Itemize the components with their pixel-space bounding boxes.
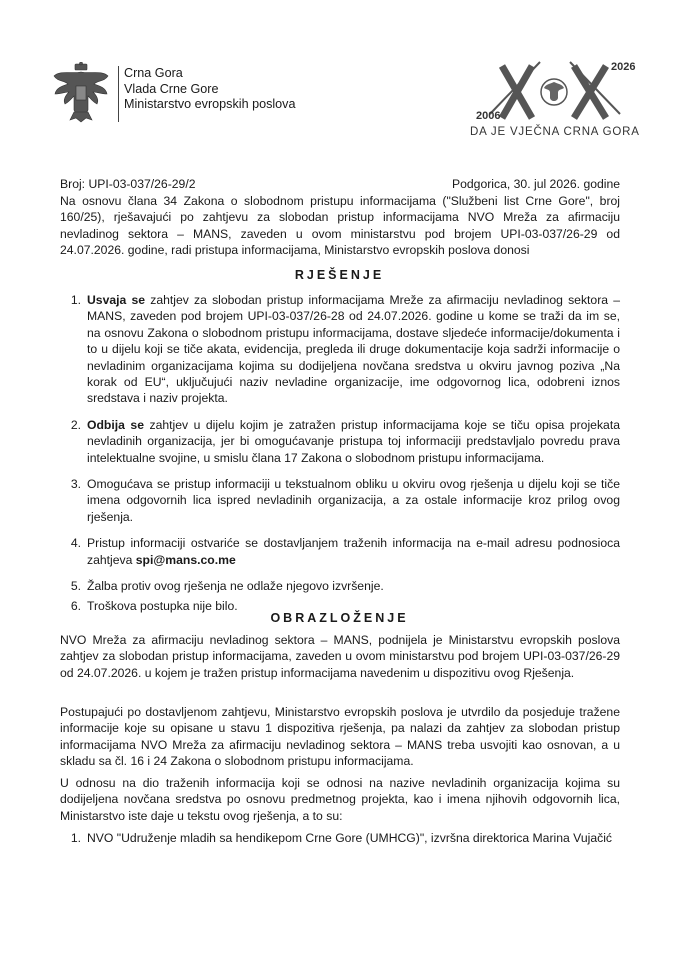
header-divider <box>118 66 119 122</box>
gov-line-ministry: Ministarstvo evropskih poslova <box>124 97 296 112</box>
decision-item: 2. Odbija se zahtjev u dijelu kojim je zatražen pristup informacijama koje se tiču opisa projekata nevladinih organizacija, jer bi omogućavanje pristupa toj informaciji predstavljalo povredu prava intelektualne svojine, u smislu člana 17 Zakona o slobodnom pristupu informacijama. <box>70 417 620 465</box>
gov-line-country: Crna Gora <box>124 66 183 80</box>
jubilee-year-left: 2006 <box>476 110 501 122</box>
intro-paragraph: Na osnovu člana 34 Zakona o slobodnom pristupu informacijama ("Službeni list Crne Gore", broj 160/25), rješavajući po zahtjevu za slobodan pristup informacijama NVO Mreža za afirmaciju nevladinog sektora – MANS, zaveden u ovom ministarstvu pod brojem UPI-03-037/26-29 od 24.07.2026. godine, radi pristupa informacijama, Ministarstvo evropskih poslova donosi <box>60 194 620 258</box>
reasoning-paragraph: NVO Mreža za afirmaciju nevladinog sektora – MANS, podnijela je Ministarstvu evropskih poslova zahtjev za slobodan pristup informacijama, zaveden u ovom ministarstvu pod brojem UPI-03-037/26-29 od 24.07.2026. u kojem je tražen pristup informacijama navedenim u dispozitivu ovog Rješenja. <box>60 633 620 680</box>
organization-item: 1. NVO "Udruženje mladih sa hendikepom Crne Gore (UMHCG)", izvršna direktorica Marina Vujačić <box>70 831 612 845</box>
organization-list <box>60 830 620 846</box>
decision-item: 6. Troškova postupka nije bilo. <box>70 598 238 613</box>
email-address: spi@mans.co.me <box>135 552 236 567</box>
document-date: Podgorica, 30. jul 2026. godine <box>452 177 621 191</box>
government-block <box>124 66 296 113</box>
reasoning-paragraph: U odnosu na dio traženih informacija koji se odnosi na nazive nevladinih organizacija kojima su dodijeljena novčana sredstva po osnovu predmetnog projekta, kao i imena njihovih odgovornih lica, Ministarstvo iste daje u tekstu ovog rješenja, a to su: <box>60 776 620 823</box>
coat-of-arms-icon <box>50 62 112 124</box>
decision-item: 4. Pristup informaciji ostvariće se dostavljanjem traženih informacija na e-mail adresu podnosioca zahtjeva spi@mans.co.me <box>70 536 620 567</box>
jubilee-motto: DA JE VJEČNA CRNA GORA <box>470 126 640 138</box>
decision-item: 3. Omogućava se pristup informaciji u tekstualnom obliku u okviru ovog rješenja u dijelu koji se tiče imena odgovornih lica ispred nevladinih organizacija, a za ostale informacije kroz prilog ovog rješenja. <box>70 477 620 524</box>
decision-item-lead: Usvaja se <box>87 293 146 307</box>
reasoning-heading: OBRAZLOŽENJE <box>270 611 409 625</box>
jubilee-year-right: 2026 <box>611 61 636 73</box>
gov-line-government: Vlada Crne Gore <box>124 81 219 96</box>
decision-item-lead: Odbija se <box>87 417 144 432</box>
reasoning-paragraph: Postupajući po dostavljenom zahtjevu, Ministarstvo evropskih poslova je utvrdilo da posjeduje tražene informacije koje su opisane u stavu 1 dispozitiva rješenja, pa nalazi da zahtjev za slobodan pristup informacijama NVO Mreža za afirmaciju nevladinog sektora – MANS treba usvojiti kao osnovan, a u skladu sa čl. 16 i 24 Zakona o slobodnom pristupu informacijama. <box>60 705 620 769</box>
decision-item: 5. Žalba protiv ovog rješenja ne odlaže njegovo izvršenje. <box>70 579 384 594</box>
document-reference: Broj: UPI-03-037/26-29/2 <box>60 177 196 191</box>
decision-item: 1. Usvaja se zahtjev za slobodan pristup informacijama Mreže za afirmaciju nevladinog sektora – MANS, zaveden pod brojem UPI-03-037/26-28 od 24.07.2026. godine u kome se traži da im se, na osnovu Zakona o slobodnom pristupu informacijama, dostave sljedeće informacije/dokumenta i to u dijelu koji se tiče akata, evidencija, pregleda ili druge dokumentacije koja sadrži informacije o nevladinim organizacijama kojima su dodijeljena novčana sredstva u okviru javnog poziva „Na korak od EU“, uključujući naziv nevladine organizacije, ime odgovornog lica, odobreni iznos sredstava i naziv projekta. <box>70 293 620 406</box>
decision-heading: RJEŠENJE <box>294 268 385 282</box>
decision-list <box>60 292 620 617</box>
